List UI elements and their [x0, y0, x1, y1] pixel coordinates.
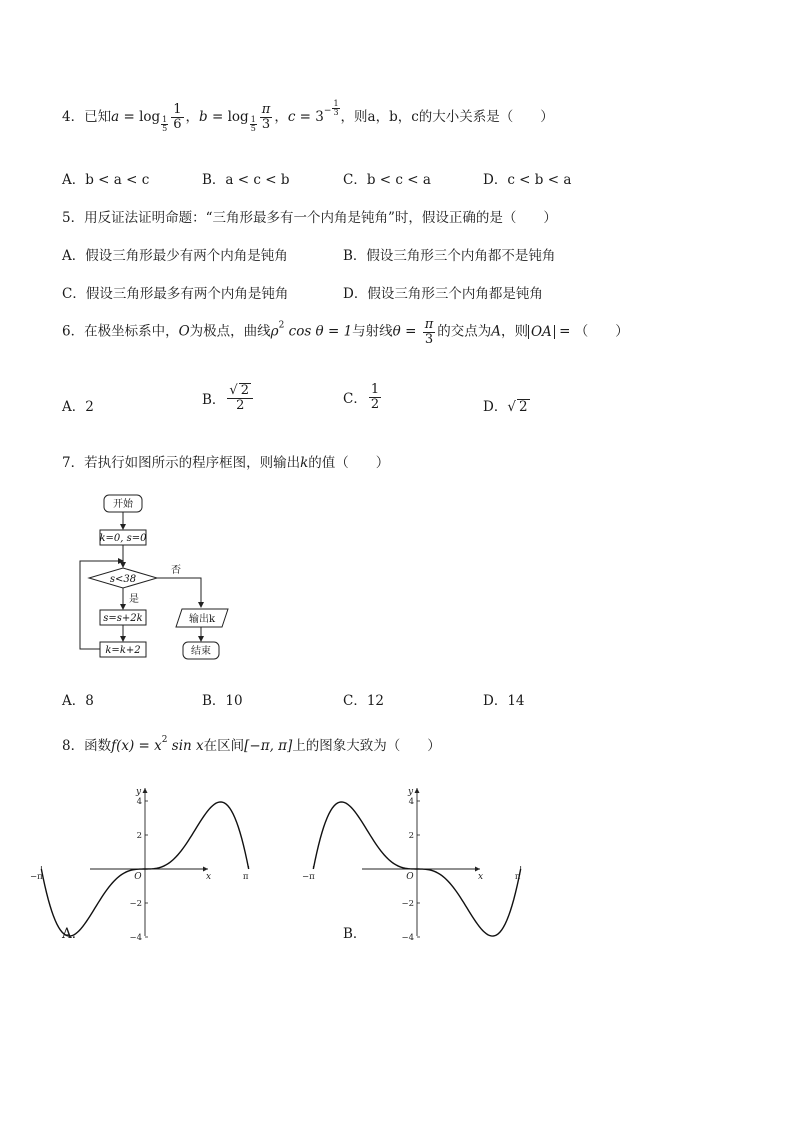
x-tick-label-pi: π: [514, 872, 521, 882]
q6-option-a[interactable]: A．2: [62, 399, 94, 415]
q7-option-a[interactable]: A．8: [62, 693, 94, 709]
q4-option-d[interactable]: D．c < b < a: [483, 172, 572, 188]
q6-option-c[interactable]: C． $\frac{1}{2}$: [343, 382, 380, 412]
q6-option-b[interactable]: B． $\frac{√ 2}{2}$: [202, 383, 255, 413]
graph-b[interactable]: [301, 782, 521, 943]
flow-start-label: 开始: [113, 499, 133, 510]
y-axis-arrow: [143, 788, 148, 793]
q7-option-d[interactable]: D．14: [483, 693, 525, 709]
flow-yes-label: 是: [129, 594, 139, 605]
y-tick-label: −2: [129, 899, 142, 909]
a-fraction: $\frac{1}{6}$: [173, 102, 182, 132]
flow-end-label: 结束: [191, 646, 211, 657]
c-exponent: − 1 3: [323, 99, 339, 117]
flow-cond-label: s<38: [109, 574, 137, 585]
q6-option-d[interactable]: D．√ 2: [483, 399, 528, 415]
question-6: 6．在极坐标系中，O为极点，曲线$\rho^2$ cos θ = 1与射线θ = $\frac{\pi}{3}$ 的交点为A，则 OA = （ ）: [62, 317, 629, 347]
y-axis-arrow: [415, 788, 420, 793]
y-tick-label: 4: [136, 797, 142, 807]
b-fraction: $\frac{\pi}{3}$: [261, 102, 271, 132]
question-4: 4．已知a = log $\frac{1}{5}$ $\frac{1}{6}$ ，b = log $\frac{1}{5}$ $\frac{\pi}{3}$ ，$c = 3^{- \frac{1}{3}}$ ，则a，b，c的大小关系是（ ）: [62, 99, 554, 133]
q5-option-c[interactable]: C．假设三角形最多有两个内角是钝角: [62, 286, 289, 302]
q7-option-b[interactable]: B．10: [202, 693, 243, 709]
q8-number: 8．: [62, 738, 85, 754]
q7-option-c[interactable]: C．12: [343, 693, 385, 709]
graph-a[interactable]: [29, 782, 249, 943]
x-tick-label-pi: π: [242, 872, 249, 882]
flow-update-k-label: k=k+2: [105, 645, 141, 656]
q5-option-b[interactable]: B．假设三角形三个内角都不是钝角: [343, 248, 556, 264]
pi-over-3: $\frac{\pi}{3}$: [424, 317, 434, 347]
q4-option-a[interactable]: A．b < a < c: [62, 172, 150, 188]
flow-init-label: k=0, s=0: [99, 533, 147, 544]
x-axis-arrow: [203, 867, 208, 872]
q4-number: 4．: [62, 109, 85, 125]
flow-update-s-label: s=s+2k: [103, 613, 143, 624]
eq: =: [119, 109, 140, 125]
x-tick-label-neg-pi: −π: [29, 872, 43, 882]
c-base: 3: [315, 109, 324, 125]
q5-option-d[interactable]: D．假设三角形三个内角都是钝角: [343, 286, 543, 302]
flow-output-label: 输出k: [188, 614, 216, 625]
y-axis-label: y: [408, 787, 414, 797]
q4-suffix: ，则a，b，c的大小关系是（ ）: [340, 109, 554, 125]
graph-a-label[interactable]: A．: [62, 926, 86, 942]
y-tick-label: 2: [136, 831, 142, 841]
log-base: $\frac{1}{5}$: [162, 115, 168, 133]
y-axis-label: y: [136, 787, 142, 797]
y-tick-label: −4: [401, 933, 414, 943]
y-tick-label: −2: [401, 899, 414, 909]
q6-number: 6．: [62, 323, 85, 340]
var-c: c: [287, 109, 296, 125]
x-tick-label-neg-pi: −π: [301, 872, 315, 882]
q5-option-a[interactable]: A．假设三角形最少有两个内角是钝角: [62, 248, 288, 264]
log-base-b: $\frac{1}{5}$: [250, 115, 256, 133]
q4-prefix: 已知: [84, 109, 112, 125]
y-tick-label: 4: [408, 797, 414, 807]
question-5: 5．用反证法证明命题：“三角形最多有一个内角是钝角”时，假设正确的是（ ）: [62, 210, 557, 226]
q4-option-c[interactable]: C．b < c < a: [343, 172, 431, 188]
abs-oa: OA: [528, 325, 555, 339]
var-a: a: [111, 109, 120, 125]
y-tick-label: −4: [129, 933, 142, 943]
y-tick-label: 2: [408, 831, 414, 841]
q4-option-b[interactable]: B．a < c < b: [202, 172, 290, 188]
graph-b-label[interactable]: B．: [343, 926, 367, 942]
x-axis-arrow: [475, 867, 480, 872]
x-axis-label: x: [478, 872, 484, 882]
x-axis-label: x: [206, 872, 212, 882]
q7-number: 7．: [62, 455, 85, 471]
origin-label: O: [406, 872, 414, 882]
log: log: [139, 109, 161, 125]
question-8: 8．函数$f(x) = x^2$ sin x在区间[−π, π]上的图象大致为（ ）: [62, 735, 441, 754]
origin-label: O: [134, 872, 142, 882]
question-7: 7．若执行如图所示的程序框图，则输出k的值（ ）: [62, 455, 390, 471]
flowchart: [68, 488, 243, 668]
var-b: b: [199, 109, 208, 125]
flow-no-label: 否: [171, 565, 181, 576]
